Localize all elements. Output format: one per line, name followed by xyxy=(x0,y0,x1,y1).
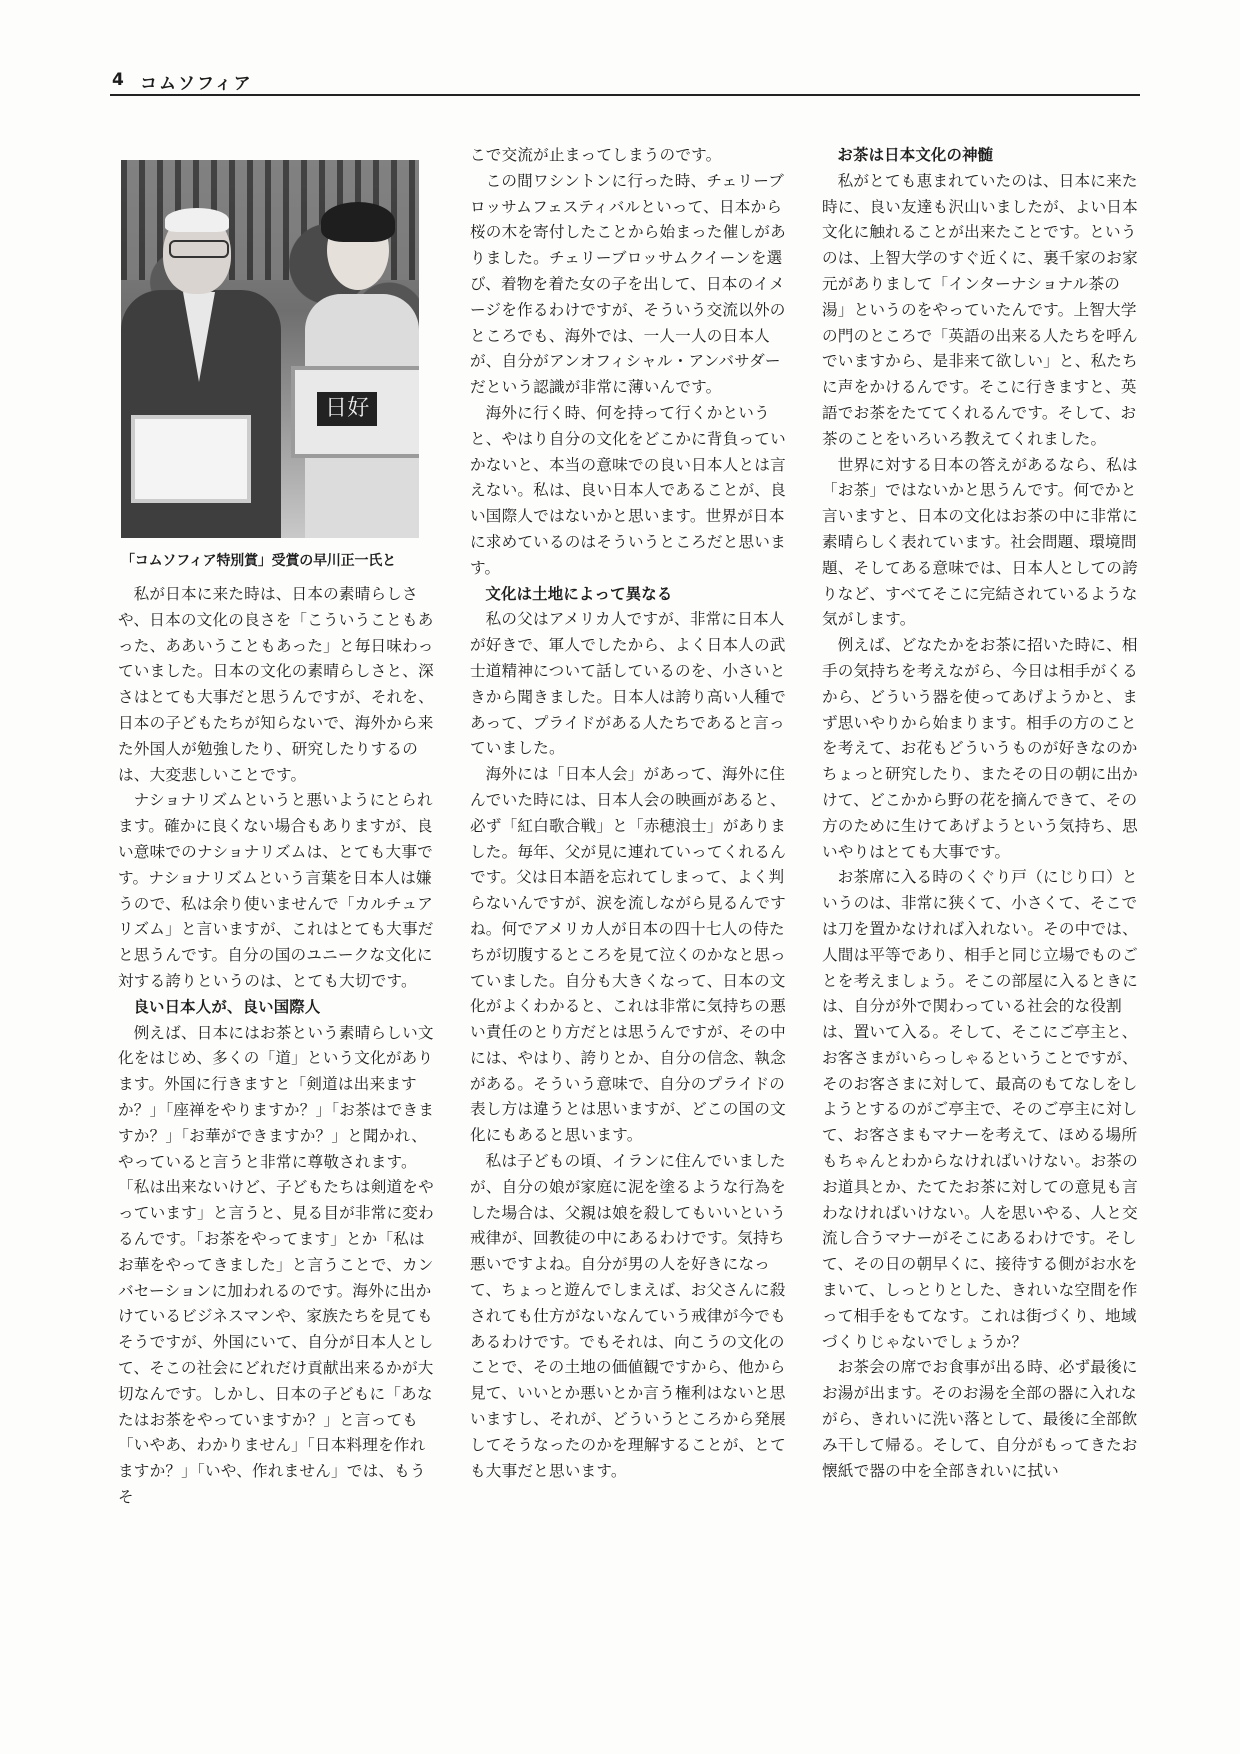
column-2 xyxy=(470,143,788,1484)
photo-caption: 「コムソフィア特別賞」受賞の早川正一氏と xyxy=(121,553,396,569)
paragraph: この間ワシントンに行った時、チェリーブロッサムフェスティバルといって、日本から桜の木を寄付したことから始まった催しがありました。チェリーブロッサムクイーンを選び、着物を着た女の子を出して、日本のイメージを作るわけですが、そういう交流以外のところでも、海外では、一人一人の日本人が、自分がアンオフィシャル・アンバサダーだという認識が非常に薄いんです。 xyxy=(470,171,786,397)
column-3 xyxy=(822,143,1140,1484)
page-number: 4 xyxy=(112,70,124,90)
section-heading: お茶は日本文化の神髄 xyxy=(837,146,994,164)
man-figure xyxy=(121,200,281,538)
publication-title: コムソフィア xyxy=(140,74,253,94)
framed-calligraphy xyxy=(291,366,419,458)
paragraph: ナショナリズムというと悪いようにとられます。確かに良くない場合もありますが、良い意味でのナショナリズムは、とても大事です。ナショナリズムという言葉を日本人は嫌うので、私は余り使いませんで「カルチュアリズム」と言いますが、これはとても大事だと思うんです。自分の国のユニークな文化に対する誇りというのは、とても大切です。 xyxy=(118,791,434,990)
woman-figure xyxy=(291,190,419,538)
paragraph: 海外に行く時、何を持って行くかというと、やはり自分の文化をどこかに背負っていかないと、本当の意味での良い日本人とは言えない。私は、良い日本人であることが、良い国際人ではないかと思います。世界が日本に求めているのはそういうところだと思います。 xyxy=(470,403,786,577)
paragraph: 世界に対する日本の答えがあるなら、私は「お茶」ではないかと思うんです。何でかと言いますと、日本の文化はお茶の中に非常に素晴らしく表れています。社会問題、環境問題、そしてある意味では、日本人としての誇りなど、すべてそこに完結されているような気がします。 xyxy=(822,455,1138,629)
paragraph: 例えば、どなたかをお茶に招いた時に、相手の気持ちを考えながら、今日は相手がくるから、どういう器を使ってあげようかと、まず思いやりから始まります。相手の方のことを考えて、お花もどういうものが好きなのかちょっと研究したり、またその日の朝に出かけて、どこかから野の花を摘んできて、その方のために生けてあげようという気持ち、思いやりはとても大事です。 xyxy=(822,636,1138,861)
section-heading: 良い日本人が、良い国際人 xyxy=(133,997,321,1016)
paragraph: こで交流が止まってしまうのです。 xyxy=(470,146,722,164)
column-1 xyxy=(118,160,436,1511)
paragraph: 例えば、日本にはお茶という素晴らしい文化をはじめ、多くの「道」という文化があります。外国に行きますと「剣道は出来ますか？」「座禅をやりますか？」「お茶はできますか？」「お華ができますか？」と聞かれ、やっていると言うと非常に尊敬されます。「私は出来ないけど、子どもたちは剣道をやっています」と言うと、見る目が非常に変わるんです。「お茶をやってます」とか「私はお華をやってきました」と言うことで、カンバセーションに加われるのです。海外に出かけているビジネスマンや、家族たちを見てもそうですが、外国にいて、自分が日本人として、そこの社会にどれだけ貢献出来るかが大切なんです。しかし、日本の子どもに「あなたはお茶をやっていますか？」と言っても「いやあ、わかりません」「日本料理を作れますか？」「いや、作れません」では、もうそ xyxy=(118,1023,435,1506)
paragraph: 海外には「日本人会」があって、海外に住んでいた時には、日本人会の映画があると、必ず「紅白歌合戦」と「赤穂浪士」がありました。毎年、父が見に連れていってくれるんです。父は日本語を忘れてしまって、よく判らないんですが、涙を流しながら見るんですね。何でアメリカ人が日本の四十七人の侍たちが切腹するところを見て泣くのかなと思っていました。自分も大きくなって、日本の文化がよくわかると、これは非常に気持ちの悪い責任のとり方だとは思うんですが、その中には、やはり、誇りとか、自分の信念、執念がある。そういう意味で、自分のプライドの表し方は違うとは思いますが、どこの国の文化にもあると思います。 xyxy=(470,765,786,1145)
award-photo xyxy=(121,160,419,538)
paragraph: お茶会の席でお食事が出る時、必ず最後にお湯が出ます。そのお湯を全部の器に入れながら、きれいに洗い落として、最後に全部飲み干して帰る。そして、自分がもってきたお懐紙で器の中を全部きれいに拭い xyxy=(822,1358,1138,1480)
certificate-frame xyxy=(131,415,251,503)
paragraph: 私が日本に来た時は、日本の素晴らしさや、日本の文化の良さを「こういうこともあった、ああいうこともあった」と毎日味わっていました。日本の文化の素晴らしさと、深さはとても大事だと思うんですが、それを、日本の子どもたちが知らないで、海外から来た外国人が勉強したり、研究したりするのは、大変悲しいことです。 xyxy=(118,585,434,784)
paragraph: 私がとても恵まれていたのは、日本に来た時に、良い友達も沢山いましたが、よい日本文化に触れることが出来たことです。というのは、上智大学のすぐ近くに、裏千家のお家元がありまして「インターナショナル茶の湯」というのをやっていたんです。上智大学の門のところで「英語の出来る人たちを呼んでいますから、是非来て欲しい」と、私たちに声をかけるんです。そこに行きますと、英語でお茶をたててくれるんです。そして、お茶のことをいろいろ教えてくれました。 xyxy=(822,171,1138,448)
paragraph: 私は子どもの頃、イランに住んでいましたが、自分の娘が家庭に泥を塗るような行為をした場合は、父親は娘を殺してもいいという戒律が、回教徒の中にあるわけです。気持ち悪いですよね。自分が男の人を好きになって、ちょっと遊んでしまえば、お父さんに殺されても仕方がないなんていう戒律が今でもあるわけです。でもそれは、向こうの文化のことで、その土地の価値観ですから、他から見て、いいとか悪いとか言う権利はないと思いますし、それが、どういうところから発展してそうなったのかを理解することが、とても大事だと思います。 xyxy=(470,1152,786,1480)
section-heading: 文化は土地によって異なる xyxy=(485,584,673,603)
paragraph: 私の父はアメリカ人ですが、非常に日本人が好きで、軍人でしたから、よく日本人の武士道精神について話しているのを、小さいときから聞きました。日本人は誇り高い人種であって、プライドがある人たちであると言っていました。 xyxy=(470,610,786,758)
page-header xyxy=(110,68,1140,96)
paragraph: お茶席に入る時のくぐり戸（にじり口）というのは、非常に狭くて、小さくて、そこでは刀を置かなければ入れない。その中では、人間は平等であり、相手と同じ立場でものごとを考えましょう。そこの部屋に入るときには、自分が外で関わっている社会的な役割は、置いて入る。そして、そこにご亭主と、お客さまがいらっしゃるということですが、そのお客さまに対して、最高のもてなしをしようとするのがご亭主で、そのご亭主に対して、お客さまもマナーを考えて、ほめる場所もちゃんとわからなければいけない。お茶のお道具とか、たてたお茶に対しての意見も言わなければいけない。人を思いやる、人と交流し合うマナーがそこにあるわけです。そして、その日の朝早くに、接待する側がお水をまいて、しっとりとした、きれいな空間を作って相手をもてなす。これは街づくり、地域づくりじゃないでしょうか？ xyxy=(822,868,1138,1351)
calligraphy-text: 日好 xyxy=(317,392,377,426)
